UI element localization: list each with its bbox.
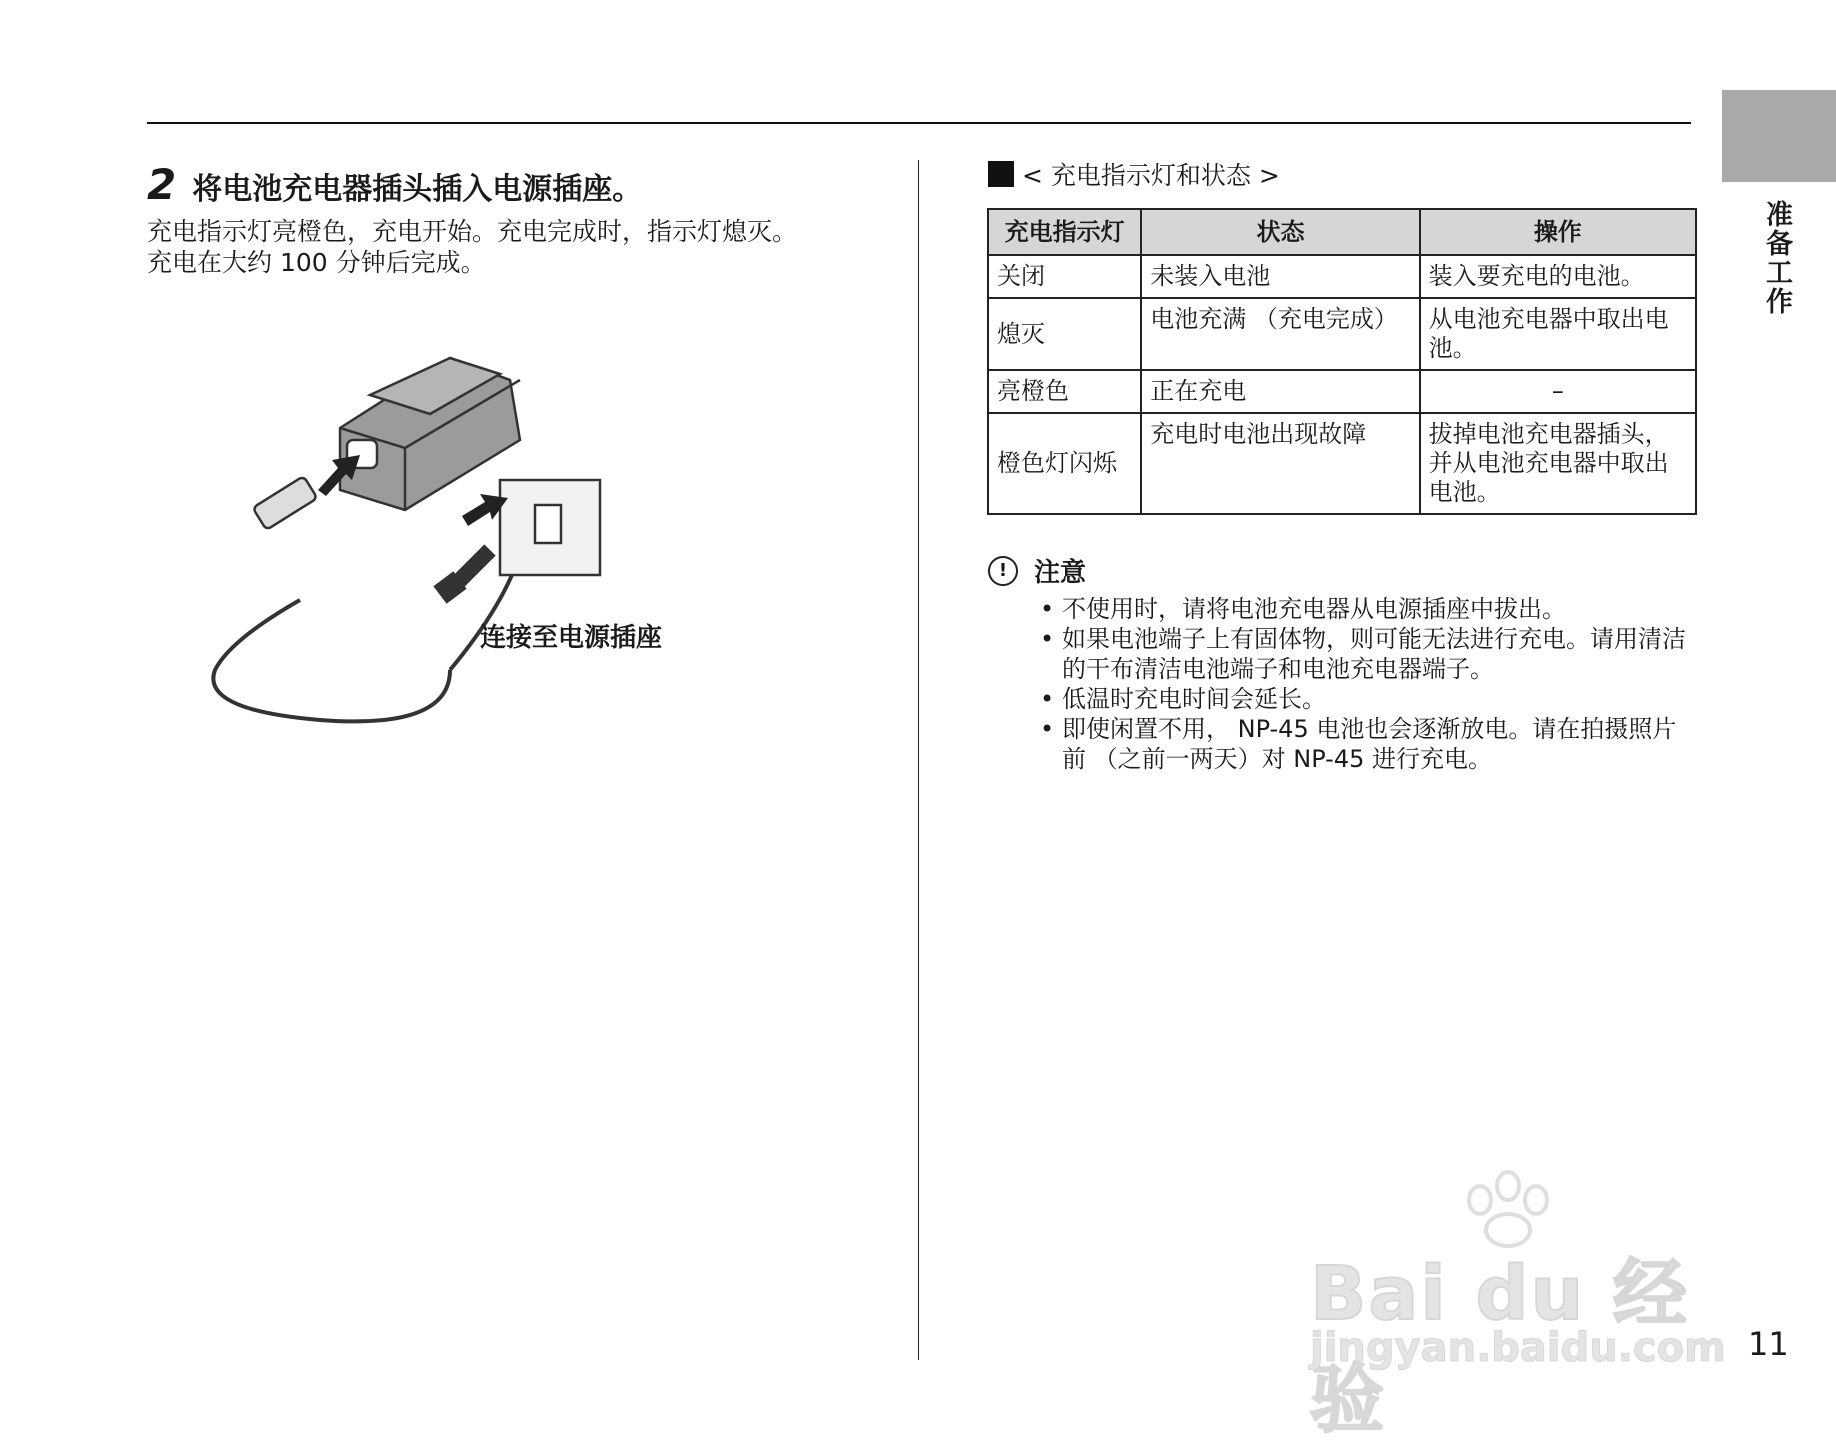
table-row bbox=[988, 298, 1696, 370]
table-cell: 关闭 bbox=[988, 255, 1141, 298]
status-table bbox=[987, 208, 1697, 515]
step-body-line: 充电在大约 100 分钟后完成。 bbox=[147, 248, 486, 277]
page-number: 11 bbox=[1748, 1325, 1789, 1363]
table-cell: 电池充满 （充电完成） bbox=[1141, 298, 1419, 370]
column-divider bbox=[918, 160, 919, 1360]
list-item: • 如果电池端子上有固体物，则可能无法进行充电。请用清洁的干布清洁电池端子和电池充电器端子。 bbox=[1040, 624, 1700, 684]
table-cell: 熄灭 bbox=[988, 298, 1141, 370]
caution-icon: ! bbox=[988, 556, 1018, 586]
step-heading bbox=[147, 160, 642, 209]
step-body bbox=[147, 216, 847, 278]
table-cell: 未装入电池 bbox=[1141, 255, 1419, 298]
section-title: < 充电指示灯和状态 > bbox=[1022, 161, 1280, 190]
square-bullet-icon bbox=[988, 161, 1014, 187]
chapter-tab bbox=[1722, 90, 1836, 182]
table-header: 状态 bbox=[1141, 209, 1419, 255]
step-title: 将电池充电器插头插入电源插座。 bbox=[192, 172, 643, 207]
table-cell: 拔掉电池充电器插头，并从电池充电器中取出电池。 bbox=[1420, 413, 1696, 514]
table-cell: – bbox=[1420, 370, 1696, 413]
table-row bbox=[988, 255, 1696, 298]
table-row bbox=[988, 370, 1696, 413]
table-header: 操作 bbox=[1420, 209, 1696, 255]
watermark-url: jingyan.baidu.com bbox=[1310, 1325, 1726, 1371]
caution-heading bbox=[988, 552, 1086, 589]
table-cell: 橙色灯闪烁 bbox=[988, 413, 1141, 514]
chapter-label: 准备工作 bbox=[1761, 200, 1792, 316]
table-cell: 亮橙色 bbox=[988, 370, 1141, 413]
section-heading bbox=[988, 156, 1280, 192]
table-header: 充电指示灯 bbox=[988, 209, 1141, 255]
table-cell: 正在充电 bbox=[1141, 370, 1419, 413]
table-cell: 从电池充电器中取出电池。 bbox=[1420, 298, 1696, 370]
table-row bbox=[988, 413, 1696, 514]
table-cell: 装入要充电的电池。 bbox=[1420, 255, 1696, 298]
watermark-logo: Bai du 经验 bbox=[1310, 1251, 1689, 1443]
charger-illustration bbox=[200, 340, 720, 730]
list-item: • 即使闲置不用， NP-45 电池也会逐渐放电。请在拍摄照片前 （之前一两天）对 NP-45 进行充电。 bbox=[1040, 714, 1700, 774]
step-number: 2 bbox=[147, 160, 177, 209]
list-item: • 低温时充电时间会延长。 bbox=[1040, 684, 1700, 714]
caution-title: 注意 bbox=[1034, 558, 1087, 588]
caution-list bbox=[1040, 594, 1700, 774]
list-item: • 不使用时，请将电池充电器从电源插座中拔出。 bbox=[1040, 594, 1700, 624]
top-rule bbox=[147, 122, 1691, 124]
figure-caption: 连接至电源插座 bbox=[480, 623, 663, 653]
table-cell: 充电时电池出现故障 bbox=[1141, 413, 1419, 514]
table-header-row bbox=[988, 209, 1696, 255]
step-body-line: 充电指示灯亮橙色，充电开始。充电完成时，指示灯熄灭。 bbox=[147, 217, 798, 246]
baidu-watermark bbox=[1300, 1175, 1740, 1443]
